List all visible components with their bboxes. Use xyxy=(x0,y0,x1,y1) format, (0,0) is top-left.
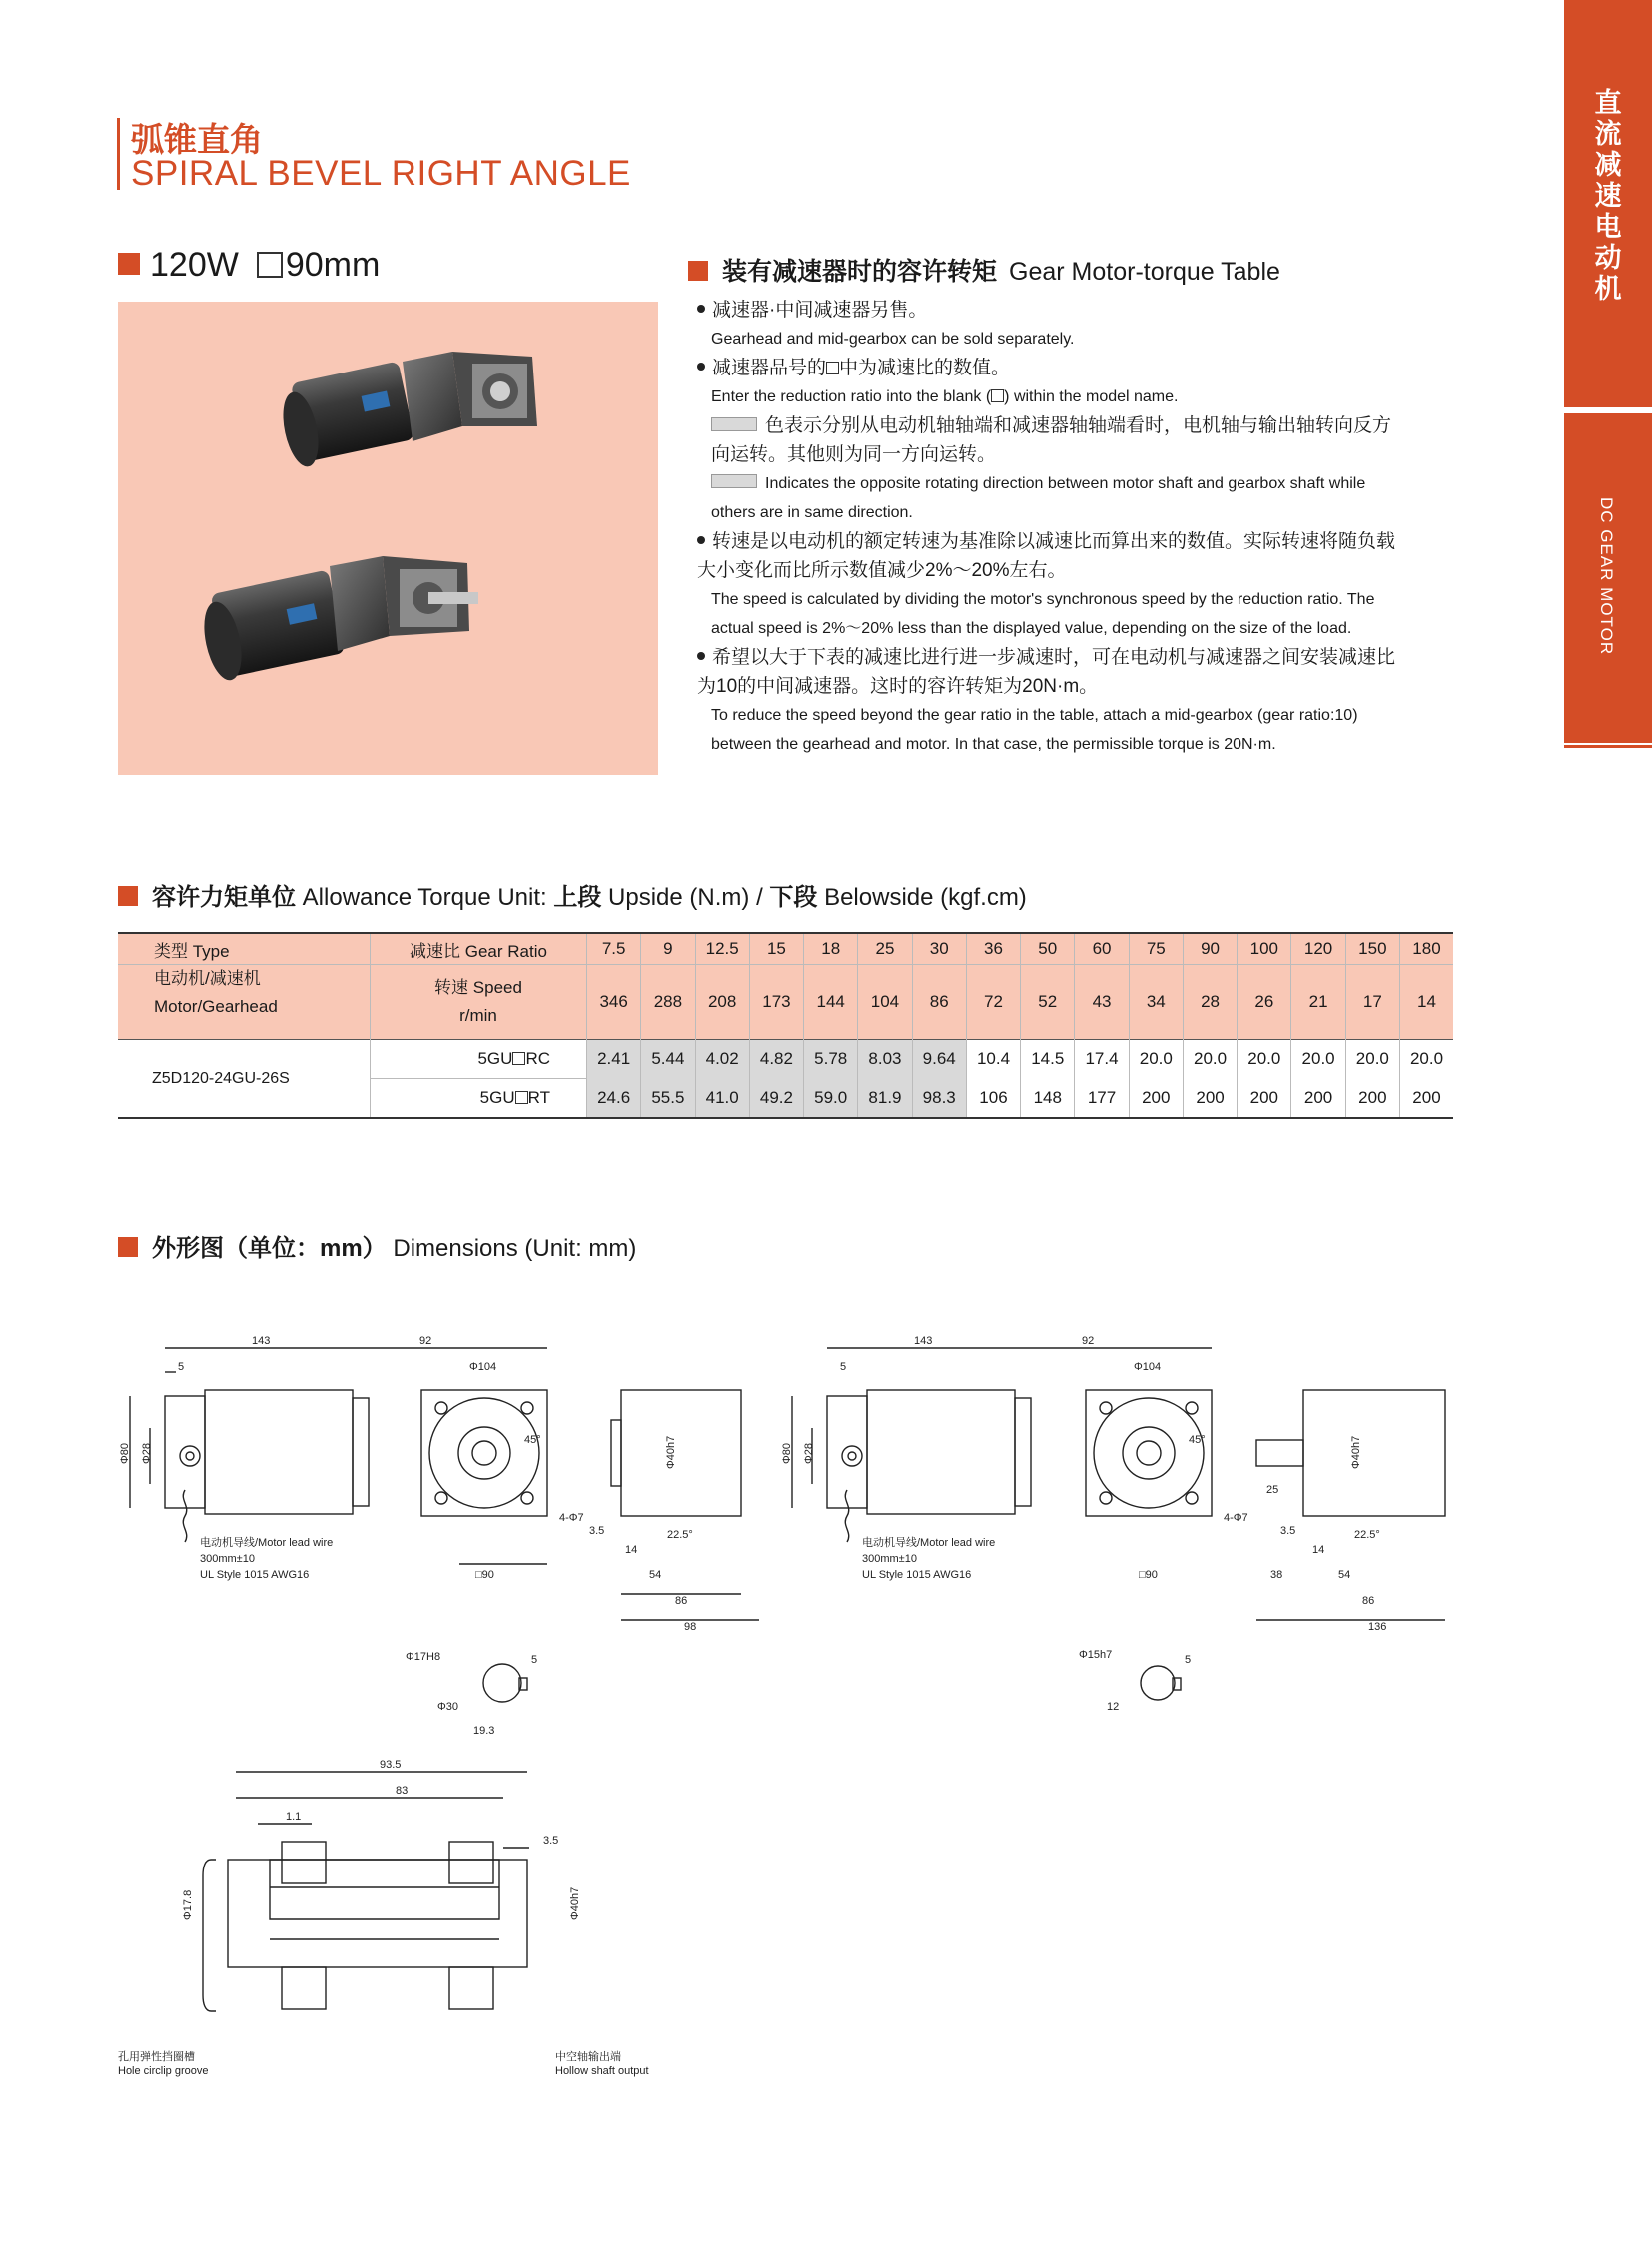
ratio-cell: 90 xyxy=(1183,933,1237,965)
note-1-cn: 减速器·中间减速器另售。 xyxy=(697,296,1408,325)
dim-22-5-r: 22.5° xyxy=(1354,1529,1380,1541)
dim-54: 54 xyxy=(649,1569,662,1581)
hollow-label-en: Hollow shaft output xyxy=(555,2065,649,2077)
note-2-en: Enter the reduction ratio into the blank ( ) within the model name. xyxy=(711,388,1179,405)
dim-1-1: 1.1 xyxy=(286,1811,302,1823)
note-4-en: The speed is calculated by dividing the motor's synchronous speed by the reduction ratio. The actual speed is 2%～20% less than the displayed value, depending on the size of the load. xyxy=(711,591,1375,637)
drawing-hollow-labels xyxy=(118,1759,649,2077)
torque-cell: 200 xyxy=(1238,1079,1291,1119)
note-5-en: To reduce the speed beyond the gear ratio in the table, attach a mid-gearbox (gear ratio:10) between the gearhead and motor. In that case, the permissible torque is 20N·m. xyxy=(711,707,1358,753)
torque-cell: 200 xyxy=(1399,1079,1453,1119)
torque-cell: 20.0 xyxy=(1183,1040,1237,1079)
ratio-cell: 25 xyxy=(858,933,912,965)
dim-phi17h8: Φ17H8 xyxy=(406,1651,441,1663)
note-5-cn: 希望以大于下表的减速比进行进一步减速时，可在电动机与减速器之间安装减速比为10的中间减速器。这时的容许转矩为20N·m。 xyxy=(697,647,1396,697)
ratio-cell: 150 xyxy=(1345,933,1399,965)
dim-45-r: 45° xyxy=(1189,1434,1206,1446)
allowance-heading: 容许力矩单位 Allowance Torque Unit: 上段 Upside (N.m) / 下段 Belowside (kgf.cm) xyxy=(118,877,1027,912)
spec-size: 90mm xyxy=(285,246,381,284)
drawing-left-labels xyxy=(119,1335,696,1737)
speed-cell: 104 xyxy=(858,965,912,1040)
lead-label-2: 300mm±10 xyxy=(200,1553,255,1565)
groove-label-cn: 孔用弹性挡圈槽 xyxy=(118,2051,195,2063)
groove-label-en: Hole circlip groove xyxy=(118,2065,209,2077)
speed-cell: 43 xyxy=(1075,965,1129,1040)
gear-model-rc: 5GU RC xyxy=(371,1040,587,1079)
ratio-cell: 12.5 xyxy=(695,933,749,965)
dim-5k: 5 xyxy=(531,1654,538,1666)
torque-cell: 98.3 xyxy=(912,1079,966,1119)
ratio-cell: 50 xyxy=(1021,933,1075,965)
dim-5: 5 xyxy=(178,1361,185,1373)
speed-cell: 288 xyxy=(641,965,695,1040)
torque-cell: 200 xyxy=(1183,1079,1237,1119)
torque-cell: 5.44 xyxy=(641,1040,695,1079)
dim-phi40h7b: Φ40h7 xyxy=(569,1886,581,1920)
speed-cell: 346 xyxy=(587,965,641,1040)
ratio-cell: 120 xyxy=(1291,933,1345,965)
dim-98: 98 xyxy=(684,1621,697,1633)
torque-cell: 81.9 xyxy=(858,1079,912,1119)
spec-power: 120W xyxy=(150,246,239,284)
dim-phi17-8: Φ17.8 xyxy=(182,1889,194,1920)
dim-phi15h7: Φ15h7 xyxy=(1079,1649,1113,1661)
gear-model-rt: 5GU RT xyxy=(371,1079,587,1119)
speed-cell: 208 xyxy=(695,965,749,1040)
torque-cell: 55.5 xyxy=(641,1079,695,1119)
dim-92: 92 xyxy=(419,1335,432,1347)
dimensions-heading: 外形图（单位：mm） Dimensions (Unit: mm) xyxy=(118,1228,636,1263)
dim-holes: 4-Φ7 xyxy=(559,1512,584,1524)
ratio-cell: 60 xyxy=(1075,933,1129,965)
sidebar-en-title: DC GEAR MOTOR xyxy=(1597,497,1616,656)
torque-cell: 14.5 xyxy=(1021,1040,1075,1079)
dim-phi104-r: Φ104 xyxy=(1134,1361,1162,1373)
speed-cell: 28 xyxy=(1183,965,1237,1040)
lead-label-2-r: 300mm±10 xyxy=(862,1553,917,1565)
torque-cell: 20.0 xyxy=(1345,1040,1399,1079)
torque-cell: 49.2 xyxy=(749,1079,803,1119)
torque-cell: 4.82 xyxy=(749,1040,803,1079)
torque-cell: 5.78 xyxy=(804,1040,858,1079)
dim-45: 45° xyxy=(524,1434,541,1446)
dim-5-r: 5 xyxy=(840,1361,847,1373)
torque-cell: 106 xyxy=(966,1079,1020,1119)
page-title-en: SPIRAL BEVEL RIGHT ANGLE xyxy=(131,154,631,193)
dim-143: 143 xyxy=(252,1335,271,1347)
torque-cell: 2.41 xyxy=(587,1040,641,1079)
torque-cell: 8.03 xyxy=(858,1040,912,1079)
ratio-cell: 75 xyxy=(1129,933,1183,965)
note-2-cn: 减速器品号的 中为减速比的数值。 xyxy=(697,354,1408,382)
ratio-cell: 100 xyxy=(1238,933,1291,965)
torque-cell: 9.64 xyxy=(912,1040,966,1079)
speed-cell: 52 xyxy=(1021,965,1075,1040)
torque-cell: 200 xyxy=(1345,1079,1399,1119)
torque-cell: 10.4 xyxy=(966,1040,1020,1079)
lead-label-3: UL Style 1015 AWG16 xyxy=(200,1569,310,1581)
torque-cell: 59.0 xyxy=(804,1079,858,1119)
note-1-en: Gearhead and mid-gearbox can be sold separately. xyxy=(711,331,1075,348)
note-3-cn: 色表示分别从电动机轴轴端和减速器轴轴端看时，电机轴与输出轴转向反方向运转。其他则为同一方向运转。 xyxy=(711,415,1392,465)
speed-cell: 34 xyxy=(1129,965,1183,1040)
type-label: 类型 Type xyxy=(118,933,371,965)
dim-22-5: 22.5° xyxy=(667,1529,693,1541)
torque-table-heading: 装有减速器时的容许转矩 Gear Motor-torque Table xyxy=(688,252,1280,288)
ratio-cell: 18 xyxy=(804,933,858,965)
drawing-left xyxy=(130,1348,759,1702)
dim-holes-r: 4-Φ7 xyxy=(1224,1512,1248,1524)
lead-label-1-r: 电动机导线/Motor lead wire xyxy=(862,1537,996,1549)
dim-136: 136 xyxy=(1368,1621,1387,1633)
note-4-cn: 转速是以电动机的额定转速为基准除以减速比而算出来的数值。实际转速将随负载大小变化而比所示数值减少2%～20%左右。 xyxy=(697,531,1396,581)
dim-3-5b: 3.5 xyxy=(543,1835,559,1847)
speed-label: 转速 Speed r/min xyxy=(371,965,587,1040)
dim-sq90-r: □90 xyxy=(1139,1569,1158,1581)
speed-cell: 144 xyxy=(804,965,858,1040)
dim-phi80-r: Φ80 xyxy=(781,1442,793,1464)
motor-gearhead-label: 电动机/减速机 Motor/Gearhead xyxy=(118,965,371,1040)
torque-cell: 41.0 xyxy=(695,1079,749,1119)
ratio-cell: 7.5 xyxy=(587,933,641,965)
dim-86: 86 xyxy=(675,1595,688,1607)
dim-54-r: 54 xyxy=(1338,1569,1351,1581)
speed-cell: 14 xyxy=(1399,965,1453,1040)
dim-93-5: 93.5 xyxy=(380,1759,402,1771)
torque-cell: 17.4 xyxy=(1075,1040,1129,1079)
dim-86-r: 86 xyxy=(1362,1595,1375,1607)
dim-phi80: Φ80 xyxy=(119,1442,131,1464)
lead-label-1: 电动机导线/Motor lead wire xyxy=(200,1537,334,1549)
dim-phi28: Φ28 xyxy=(141,1442,153,1464)
dim-phi40h7: Φ40h7 xyxy=(665,1435,677,1469)
dim-92-r: 92 xyxy=(1082,1335,1095,1347)
dim-sq90: □90 xyxy=(475,1569,494,1581)
dim-12: 12 xyxy=(1107,1701,1120,1713)
torque-cell: 177 xyxy=(1075,1079,1129,1119)
torque-cell: 148 xyxy=(1021,1079,1075,1119)
dim-25: 25 xyxy=(1266,1484,1279,1496)
dim-19-3: 19.3 xyxy=(473,1725,495,1737)
dim-83: 83 xyxy=(396,1785,409,1797)
drawing-right xyxy=(792,1348,1445,1700)
lead-label-3-r: UL Style 1015 AWG16 xyxy=(862,1569,972,1581)
torque-cell: 20.0 xyxy=(1399,1040,1453,1079)
speed-cell: 86 xyxy=(912,965,966,1040)
torque-cell: 20.0 xyxy=(1129,1040,1183,1079)
dim-phi28-r: Φ28 xyxy=(803,1442,815,1464)
torque-cell: 200 xyxy=(1291,1079,1345,1119)
torque-cell: 200 xyxy=(1129,1079,1183,1119)
dim-3-5-r: 3.5 xyxy=(1280,1525,1296,1537)
ratio-label: 减速比 Gear Ratio xyxy=(371,933,587,965)
dim-3-5: 3.5 xyxy=(589,1525,605,1537)
model-name: Z5D120-24GU-26S xyxy=(152,1069,290,1087)
ratio-cell: 15 xyxy=(749,933,803,965)
note-3-en: Indicates the opposite rotating direction between motor shaft and gearbox shaft while others are in same direction. xyxy=(711,475,1366,521)
speed-cell: 17 xyxy=(1345,965,1399,1040)
sidebar-cn-title: 直 流 减 速 电 动 机 xyxy=(1594,88,1622,304)
speed-cell: 26 xyxy=(1238,965,1291,1040)
page-title-cn: 弧锥直角 xyxy=(131,121,263,158)
ratio-cell: 36 xyxy=(966,933,1020,965)
torque-cell: 24.6 xyxy=(587,1079,641,1119)
dim-143-r: 143 xyxy=(914,1335,933,1347)
drawing-right-labels xyxy=(781,1335,1386,1713)
speed-cell: 72 xyxy=(966,965,1020,1040)
dim-phi40h7-r: Φ40h7 xyxy=(1350,1435,1362,1469)
dim-14-r: 14 xyxy=(1312,1544,1325,1556)
dim-phi30: Φ30 xyxy=(437,1701,459,1713)
speed-cell: 21 xyxy=(1291,965,1345,1040)
dim-5k-r: 5 xyxy=(1185,1654,1192,1666)
ratio-cell: 9 xyxy=(641,933,695,965)
ratio-cell: 30 xyxy=(912,933,966,965)
dim-14: 14 xyxy=(625,1544,638,1556)
ratio-cell: 180 xyxy=(1399,933,1453,965)
torque-cell: 20.0 xyxy=(1238,1040,1291,1079)
torque-cell: 20.0 xyxy=(1291,1040,1345,1079)
dim-phi104: Φ104 xyxy=(469,1361,497,1373)
hollow-label-cn: 中空轴输出端 xyxy=(555,2051,621,2063)
drawing-hollow-shaft xyxy=(203,1772,529,2011)
dim-38: 38 xyxy=(1270,1569,1283,1581)
speed-cell: 173 xyxy=(749,965,803,1040)
torque-cell: 4.02 xyxy=(695,1040,749,1079)
